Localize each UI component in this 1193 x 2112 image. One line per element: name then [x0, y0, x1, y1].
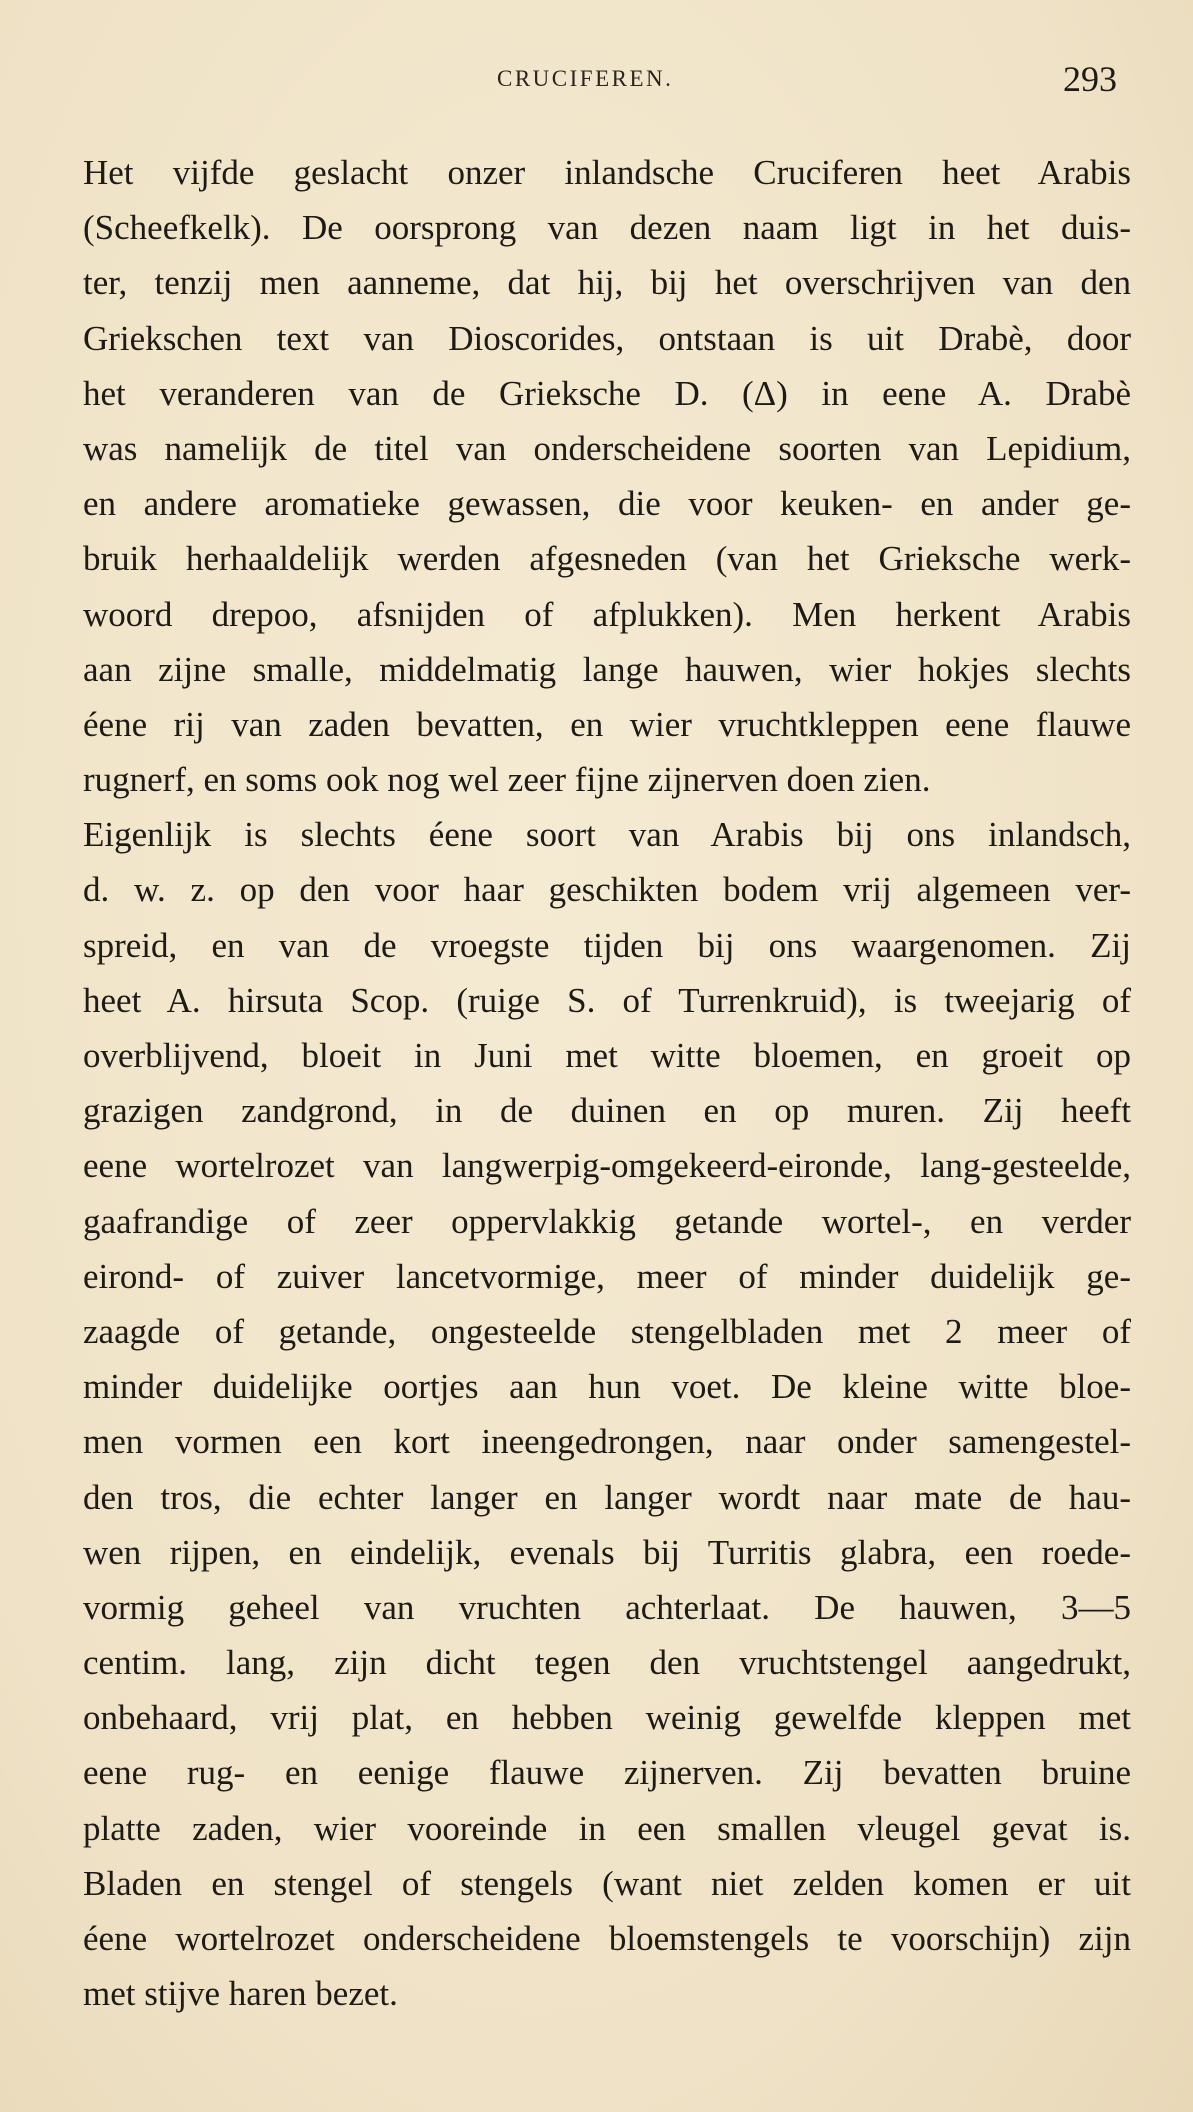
text-line: bruik herhaaldelijk werden afgesneden (van het Grieksche werk-	[83, 539, 1131, 579]
text-line: men vormen een kort ineengedrongen, naar onder samengestel-	[83, 1422, 1131, 1462]
text-line: zaagde of getande, ongesteelde stengelbladen met 2 meer of	[83, 1311, 1131, 1351]
text-line: wen rijpen, en eindelijk, evenals bij Turritis glabra, een roede-	[83, 1532, 1131, 1572]
text-line: gaafrandige of zeer oppervlakkig getande wortel-, en verder	[83, 1201, 1131, 1241]
running-head: CRUCIFEREN.	[497, 66, 674, 91]
text-line: was namelijk de titel van onderscheidene soorten van Lepidium,	[83, 428, 1131, 468]
text-line: eene rug- en eenige flauwe zijnerven. Zij bevatten bruine	[83, 1753, 1131, 1793]
text-line: eene wortelrozet van langwerpig-omgekeerd-eironde, lang-gesteelde,	[83, 1146, 1131, 1186]
text-line: woord drepoo, afsnijden of afplukken). Men herkent Arabis	[83, 594, 1131, 634]
text-line: en andere aromatieke gewassen, die voor keuken- en ander ge-	[83, 484, 1131, 524]
text-line: centim. lang, zijn dicht tegen den vruchtstengel aangedrukt,	[83, 1643, 1131, 1683]
text-line: heet A. hirsuta Scop. (ruige S. of Turrenkruid), is tweejarig of	[83, 980, 1131, 1020]
text-line: het veranderen van de Grieksche D. (Δ) in eene A. Drabè	[83, 373, 1131, 413]
text-line: (Scheefkelk). De oorsprong van dezen naam ligt in het duis-	[83, 208, 1131, 248]
text-line: éene rij van zaden bevatten, en wier vruchtkleppen eene flauwe	[83, 704, 1131, 744]
body-text	[83, 145, 1131, 2021]
text-line: platte zaden, wier vooreinde in een smallen vleugel gevat is.	[83, 1808, 1131, 1848]
text-line: spreid, en van de vroegste tijden bij ons waargenomen. Zij	[83, 925, 1131, 965]
page-header	[0, 58, 1193, 108]
text-line: éene wortelrozet onderscheidene bloemstengels te voorschijn) zijn	[83, 1919, 1131, 1958]
text-line: Het vijfde geslacht onzer inlandsche Cruciferen heet Arabis	[83, 153, 1131, 192]
text-line: aan zijne smalle, middelmatig lange hauwen, wier hokjes slechts	[83, 649, 1131, 689]
text-line: grazigen zandgrond, in de duinen en op muren. Zij heeft	[83, 1091, 1131, 1131]
text-line: minder duidelijke oortjes aan hun voet. De kleine witte bloe-	[83, 1367, 1131, 1407]
text-line: Bladen en stengel of stengels (want niet zelden komen er uit	[83, 1863, 1131, 1903]
page-number: 293	[1063, 59, 1117, 99]
text-line: rugnerf, en soms ook nog wel zeer fijne zijnerven doen zien.	[83, 760, 931, 800]
text-line: vormig geheel van vruchten achterlaat. De hauwen, 3—5	[83, 1587, 1131, 1627]
text-line: eirond- of zuiver lancetvormige, meer of minder duidelijk ge-	[83, 1256, 1131, 1296]
text-line: Griekschen text van Dioscorides, ontstaan is uit Drabè, door	[83, 318, 1131, 358]
text-line: ter, tenzij men aanneme, dat hij, bij het overschrijven van den	[83, 263, 1131, 303]
text-line: overblijvend, bloeit in Juni met witte bloemen, en groeit op	[83, 1036, 1131, 1075]
text-line: onbehaard, vrij plat, en hebben weinig gewelfde kleppen met	[83, 1698, 1131, 1738]
text-line: met stijve haren bezet.	[83, 1974, 398, 2014]
text-line: den tros, die echter langer en langer wordt naar mate de hau-	[83, 1477, 1131, 1517]
text-line: Eigenlijk is slechts éene soort van Arabis bij ons inlandsch,	[83, 815, 1131, 855]
text-line: d. w. z. op den voor haar geschikten bodem vrij algemeen ver-	[83, 870, 1131, 910]
